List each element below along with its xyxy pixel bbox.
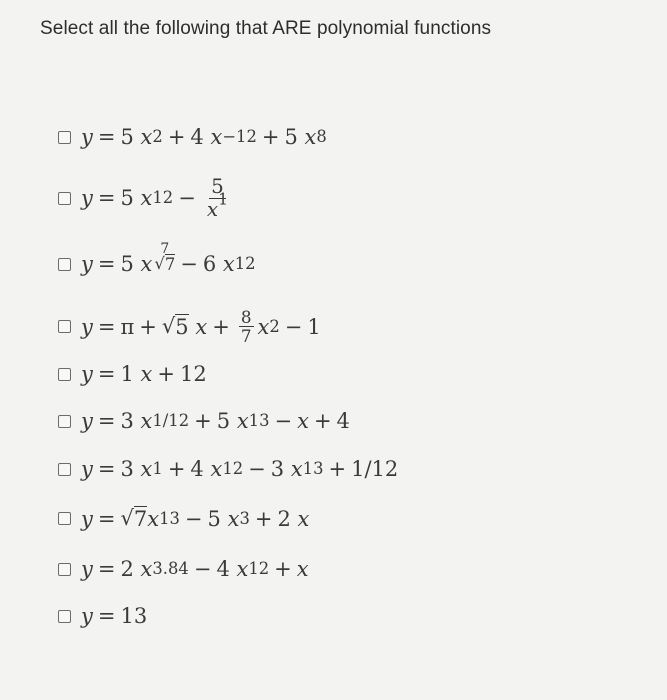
option-1-checkbox[interactable] [58, 131, 71, 144]
option-7-checkbox[interactable] [58, 463, 71, 476]
option-9-checkbox[interactable] [58, 563, 71, 576]
option-6[interactable] [58, 409, 350, 433]
option-4-equation: y = π + √ 5 x + $\frac{8}{7}$ x 2 − 1 [81, 307, 321, 347]
option-2-checkbox[interactable] [58, 192, 71, 205]
option-5-equation: y = 1 x + 12 [81, 362, 207, 386]
option-10[interactable] [58, 604, 147, 628]
option-3-checkbox[interactable] [58, 258, 71, 271]
option-2-fraction: $\frac{5}{x^1}$ [206, 174, 228, 221]
option-8-equation: y = √ 7 x 13 − 5 x 3 + 2 x [81, 506, 310, 531]
option-10-equation: y = 13 [81, 604, 148, 628]
option-7[interactable] [58, 457, 398, 481]
question-text: Select all the following that ARE polynomial functions [40, 18, 492, 39]
option-8[interactable] [58, 506, 309, 531]
option-5-checkbox[interactable] [58, 368, 71, 381]
option-10-checkbox[interactable] [58, 610, 71, 623]
option-2-equation: y = 5 x 12 − $\frac{5}{x^1}$ [81, 174, 228, 221]
option-8-checkbox[interactable] [58, 512, 71, 525]
option-3[interactable] [58, 241, 256, 276]
option-9-equation: y = 2 x 3.84 − 4 x 12 + x [81, 557, 309, 581]
option-3-equation: y = 5 x 7 √ 7 − 6 x 12 [81, 241, 256, 276]
option-4-fraction: $\frac{8}{7}$ [240, 307, 252, 347]
option-6-equation: y = 3 x 1/12 + 5 x 13 − x + 4 [81, 409, 350, 433]
option-1[interactable] [58, 125, 327, 149]
option-6-checkbox[interactable] [58, 415, 71, 428]
option-7-equation: y = 3 x 1 + 4 x 12 − 3 x 13 + 1/12 [81, 457, 399, 481]
option-4[interactable] [58, 308, 321, 346]
option-2[interactable] [58, 176, 234, 221]
option-3-root-exponent: 7 √ 7 [154, 241, 176, 274]
option-5[interactable] [58, 362, 207, 386]
option-4-checkbox[interactable] [58, 320, 71, 333]
option-9[interactable] [58, 557, 309, 581]
option-1-equation: y = 5 x 2 + 4 x −12 + 5 x 8 [81, 125, 327, 149]
